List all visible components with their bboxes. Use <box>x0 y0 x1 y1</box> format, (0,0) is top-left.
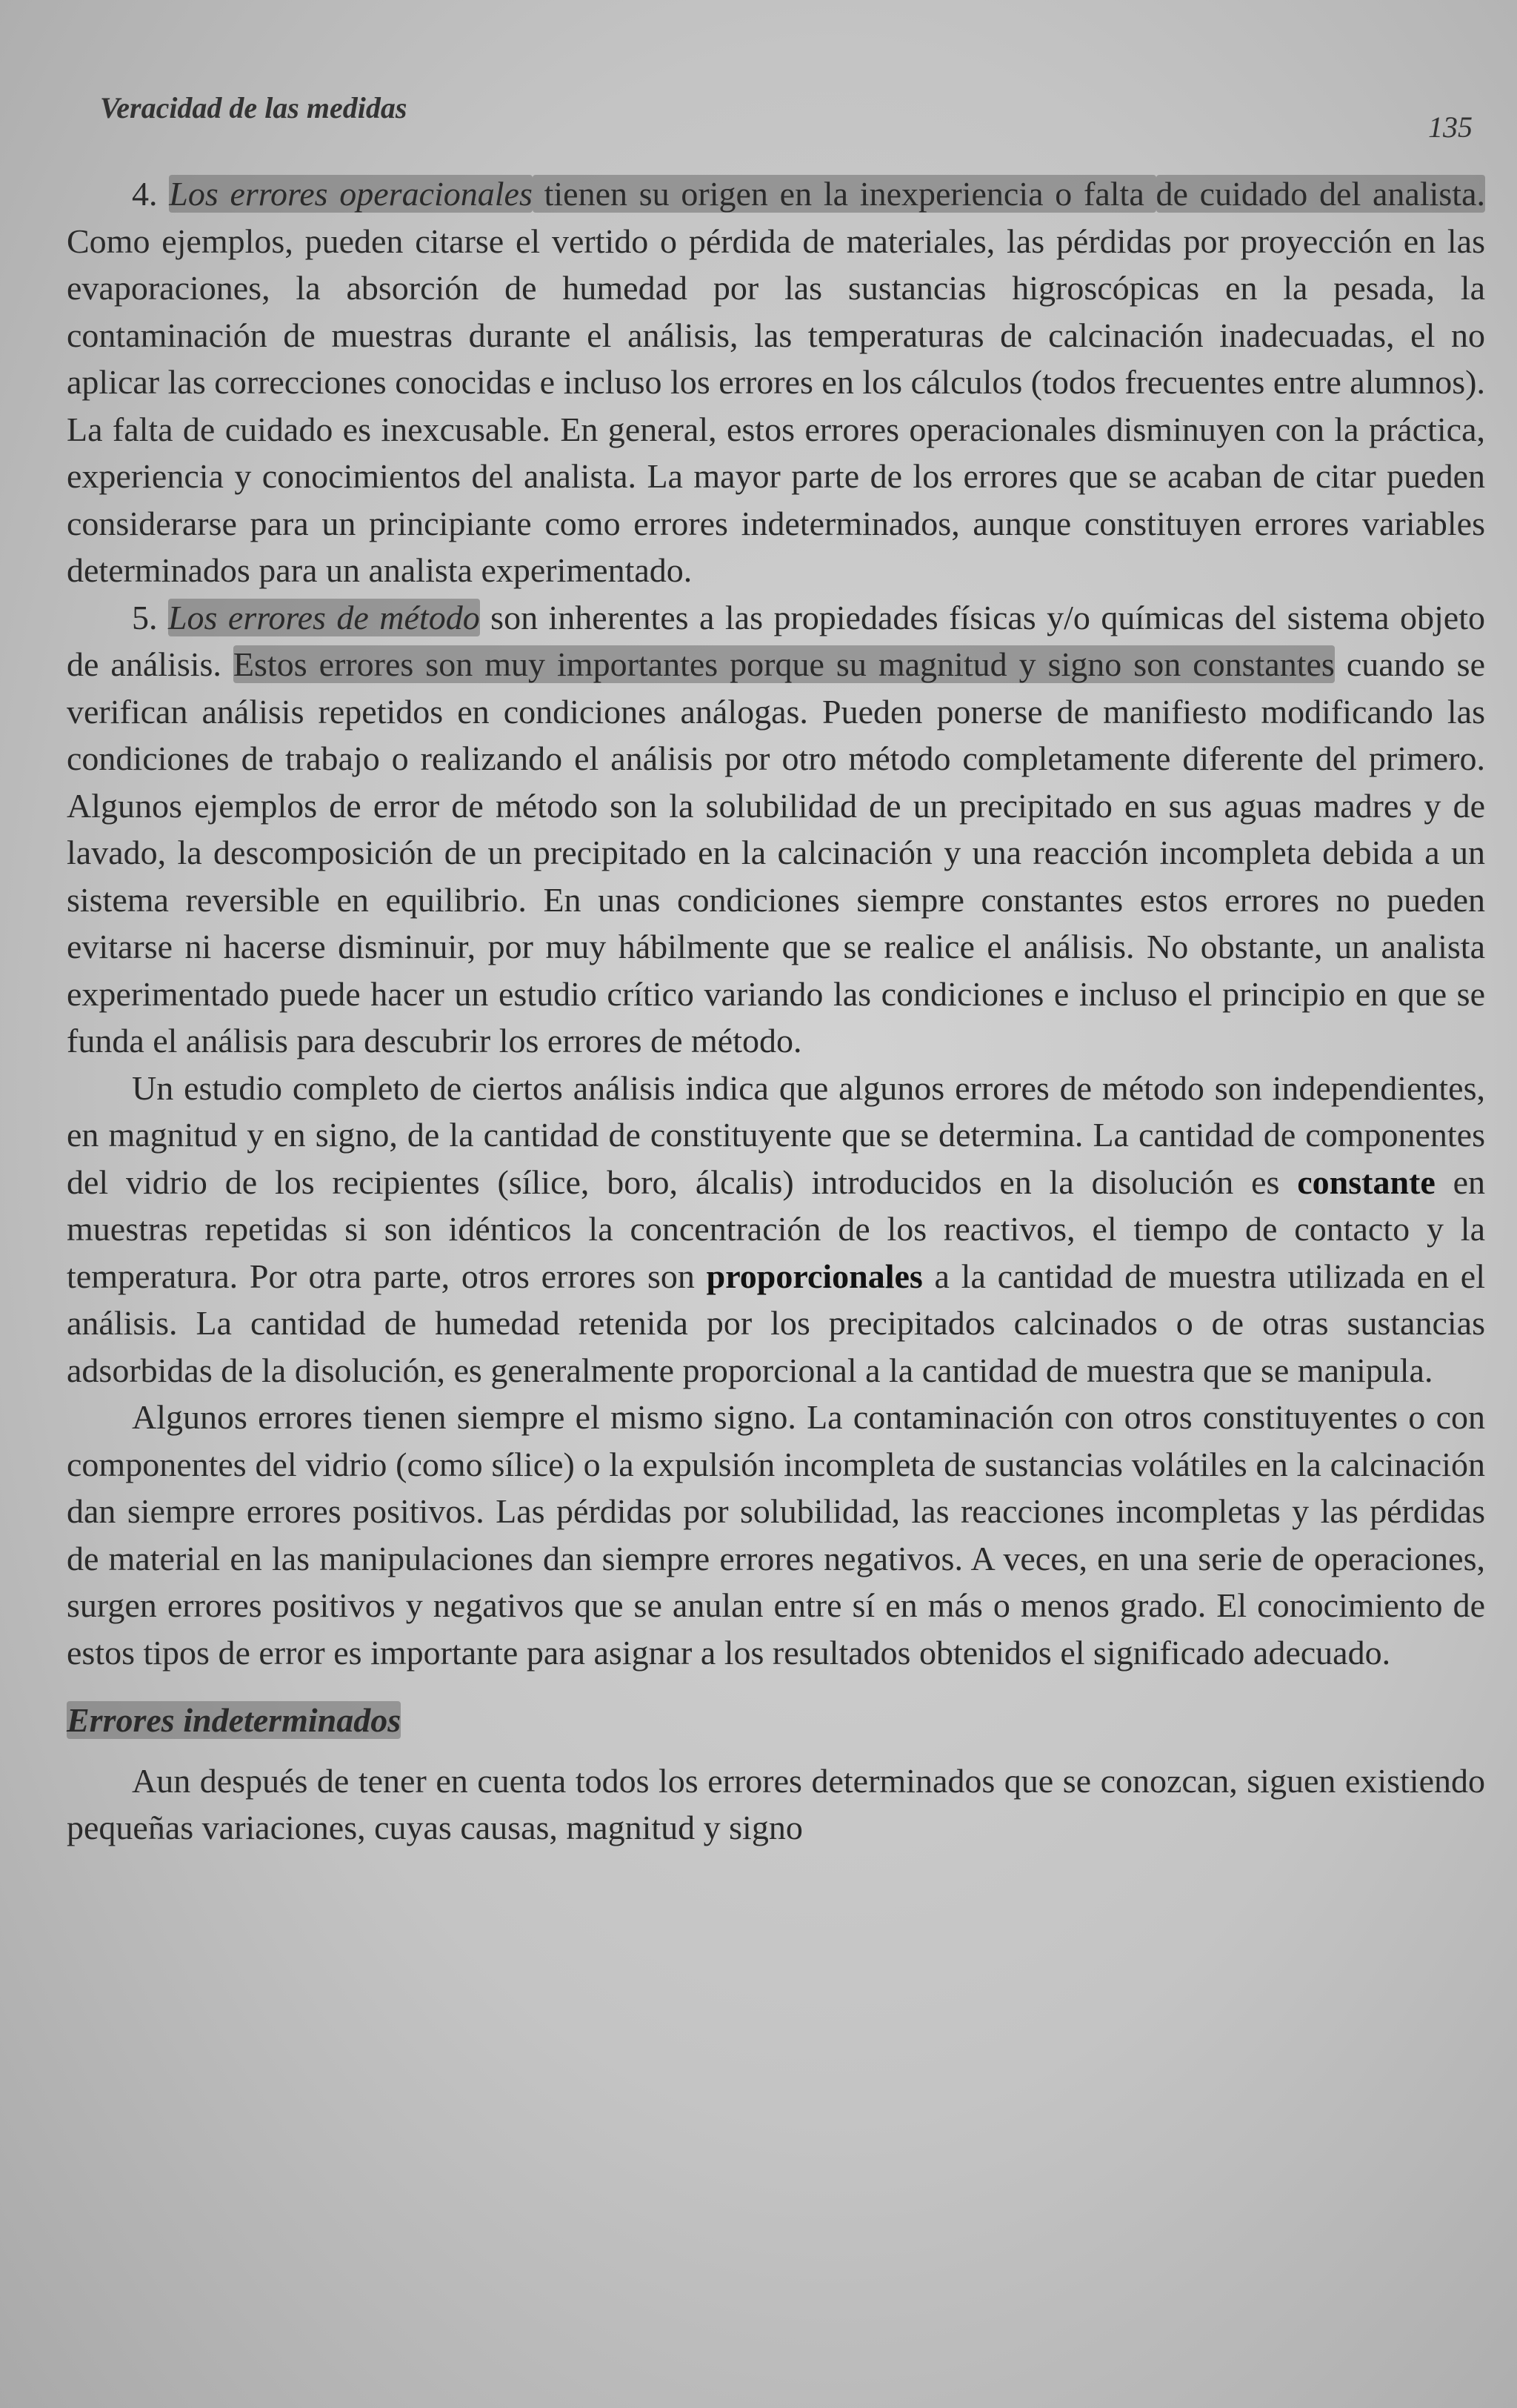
method-errors-text-a: son inherentes a las propiedades físicas y/o químicas del sistema objeto de análisis. <box>67 598 1486 683</box>
page-body <box>67 170 1485 1852</box>
section-heading <box>67 1697 1485 1744</box>
item-number-4: 4. <box>132 175 158 213</box>
item-number-5: 5. <box>132 598 158 636</box>
paragraph-operational-errors <box>67 170 1485 594</box>
highlighted-term-operational-errors: Los errores operacionales <box>169 175 533 213</box>
constant-proportional-text-c: a la cantidad de muestra utilizada en el análisis. La cantidad de humedad retenida por los precipitados calcinados o de otras sustancias adsorbidas de la disolución, es generalmente proporcional a la cantidad de muestra que se manipula. <box>67 1257 1485 1389</box>
bold-term-proporcionales: proporcionales <box>706 1257 923 1295</box>
highlight-operational-errors-a: tienen su origen en la inexperiencia o falta <box>532 175 1156 213</box>
method-errors-text-b: cuando se verifican análisis repetidos en condiciones análogas. Pueden ponerse de manifiesto modificando las condiciones de trabajo o realizando el análisis por otro método completamente diferente del primero. Algunos ejemplos de error de método son la solubilidad de un precipitado en sus aguas madres y de lavado, la descomposición de un precipitado en la calcinación y una reacción incompleta debida a un sistema reversible en equilibrio. En unas condiciones siempre constantes estos errores no pueden evitarse ni hacerse disminuir, por muy hábilmente que se realice el análisis. No obstante, un analista experimentado puede hacer un estudio crítico variando las condiciones e incluso el principio en que se funda el análisis para descubrir los errores de método. <box>67 645 1485 1060</box>
page-number: 135 <box>1428 110 1473 144</box>
constant-proportional-text-a: Un estudio completo de ciertos análisis indica que algunos errores de método son independientes, en magnitud y en signo, de la cantidad de constituyente que se determina. La cantidad de componentes del vidrio de los recipientes (sílice, boro, álcalis) introducidos en la disolución es <box>67 1068 1485 1201</box>
highlight-operational-errors-b: de cuidado del analista. <box>1156 175 1485 213</box>
constant-proportional-text-b: en muestras repetidas si son idénticos la concentración de los reactivos, el tiempo de contacto y la temperatura. Por otra parte, otros errores son <box>67 1163 1486 1295</box>
paragraph-error-signs: Algunos errores tienen siempre el mismo signo. La contaminación con otros constituyentes o con componentes del vidrio (como sílice) o la expulsión incompleta de sustancias volátiles en la calcinación dan siempre errores positivos. Las pérdidas por solubilidad, las reacciones incompletas y las pérdidas de material en las manipulaciones dan siempre errores negativos. A veces, en una serie de operaciones, surgen errores positivos y negativos que se anulan entre sí en más o menos grado. El conocimiento de estos tipos de error es importante para asignar a los resultados obtenidos el significado adecuado. <box>67 1398 1485 1672</box>
highlighted-term-method-errors: Los errores de método <box>167 598 480 636</box>
highlight-method-errors-constant: Estos errores son muy importantes porque su magnitud y signo son constantes <box>233 645 1335 683</box>
bold-term-constante: constante <box>1297 1163 1436 1201</box>
section-heading-text: Errores indeterminados <box>67 1701 401 1739</box>
paragraph-method-errors <box>67 594 1485 1065</box>
paragraph-constant-proportional <box>67 1065 1485 1394</box>
operational-errors-text: Como ejemplos, pueden citarse el vertido o pérdida de materiales, las pérdidas por proyección en las evaporaciones, la absorción de humedad por las sustancias higroscópicas en la pesada, la contaminación de muestras durante el análisis, las temperaturas de calcinación inadecuadas, el no aplicar las correcciones conocidas e incluso los errores en los cálculos (todos frecuentes entre alumnos). La falta de cuidado es inexcusable. En general, estos errores operacionales disminuyen con la práctica, experiencia y conocimientos del analista. La mayor parte de los errores que se acaban de citar pueden considerarse para un principiante como errores indeterminados, aunque constituyen errores variables determinados para un analista experimentado. <box>67 222 1485 589</box>
running-head: Veracidad de las medidas <box>100 91 407 124</box>
paragraph-indeterminate-errors: Aun después de tener en cuenta todos los errores determinados que se conozcan, siguen existiendo pequeñas variaciones, cuyas causas, magnitud y signo <box>67 1761 1485 1846</box>
